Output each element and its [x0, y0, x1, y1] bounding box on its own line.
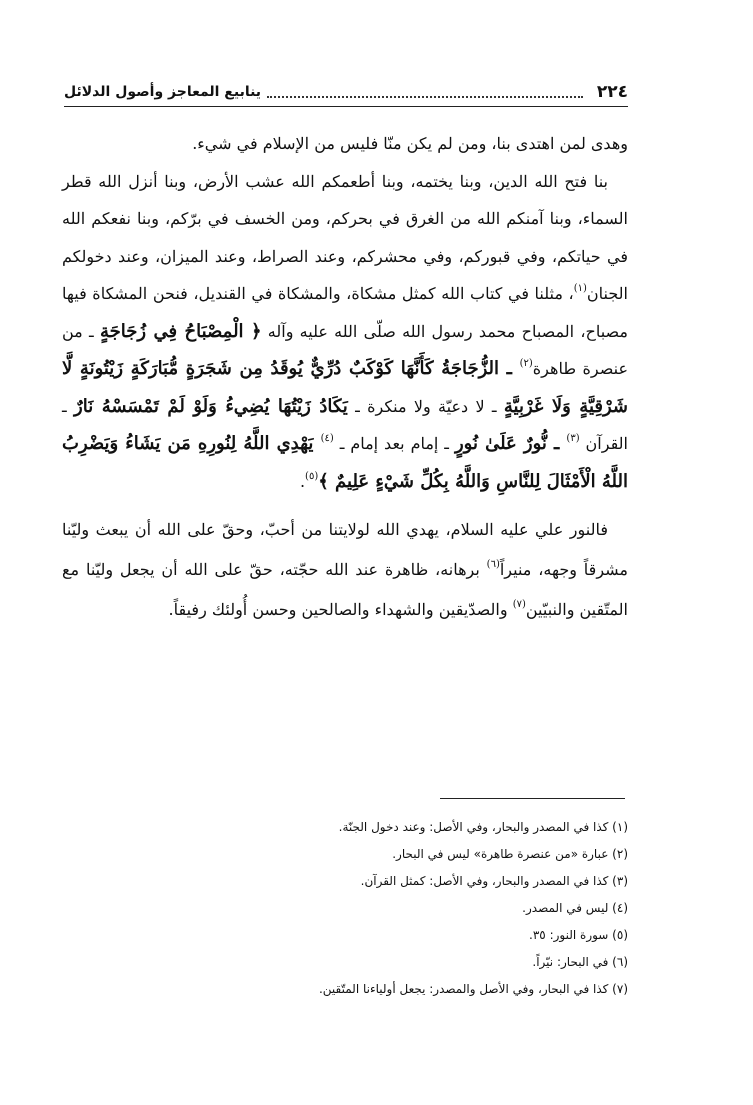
- page-number: ٢٢٤: [596, 82, 628, 102]
- footnote-ref-2: (٢): [519, 358, 533, 369]
- footnote-ref-7: (٧): [512, 599, 526, 610]
- footnote-ref-6: (٦): [486, 559, 500, 570]
- footnote-ref-5: (٥): [305, 470, 319, 482]
- header-dot-leader: [267, 86, 583, 98]
- gloss-1: ـ من عنصرة طاهرة: [62, 321, 628, 378]
- footnote-3: (٣) كذا في المصدر والبحار، وفي الأصل: كمثل القرآن.: [360, 874, 628, 888]
- footnote-separator: [440, 798, 625, 799]
- gloss-3: ـ القرآن: [62, 396, 628, 453]
- running-title: ينابيع المعاجز وأصول الدلائل: [64, 84, 262, 100]
- paragraph-2-text-a: بنا فتح الله الدين، وبنا يختمه، وبنا أطعمكم الله عشب الأرض، وبنا أنزل الله قطر السماء، وبنا آمنكم الله من الغرق في بحركم، ومن الخسف في برّكم، وبنا نفعكم الله في حياتكم، وفي قبوركم، وفي محشركم، وعند الصراط، وعند الميزان، وعند دخولكم الجنان: [62, 171, 628, 303]
- footnote-6: (٦) في البحار: نيّراً.: [532, 955, 628, 969]
- quran-verse-3: يَكَادُ زَيْتُهَا يُضِيءُ وَلَوْ لَمْ تَمْسَسْهُ نَارٌ: [74, 395, 348, 417]
- header-rule: [64, 106, 628, 107]
- footnotes: [62, 814, 628, 1003]
- paragraph-2-end: .: [299, 471, 306, 491]
- gloss-4: ـ إمام بعد إمام ـ: [333, 434, 455, 453]
- paragraph-1: وهدى لمن اهتدى بنا، ومن لم يكن منّا فليس من الإسلام في شيء.: [192, 134, 628, 153]
- paragraph-2-text-b: ، مثلنا في كتاب الله كمثل مشكاة، والمشكاة في القنديل، فنحن المشكاة فيها مصباح، المصباح محمد رسول الله صلّى الله عليه وآله: [62, 284, 629, 341]
- paragraph-3: [62, 510, 628, 630]
- footnote-2: (٢) عبارة «من عنصرة طاهرة» ليس في البحار.: [392, 847, 628, 861]
- quran-verse-4: ـ نُّورٌ عَلَىٰ نُورٍ: [454, 433, 567, 454]
- footnote-1: (١) كذا في المصدر والبحار، وفي الأصل: وعند دخول الجنّة.: [338, 820, 628, 834]
- quran-verse-1: ﴿ الْمِصْبَاحُ فِي زُجَاجَةٍ: [99, 320, 262, 342]
- running-header: [64, 78, 628, 106]
- footnote-5: (٥) سورة النور: ٣٥.: [529, 928, 628, 942]
- paragraph-3-text-a: فالنور علي عليه السلام، يهدي الله لولايتنا من أحبّ، وحقّ على الله أن يبعث وليّنا مشرقاً وجهه، منيراً: [62, 520, 628, 579]
- quran-verse-5: يَهْدِي اللَّهُ لِنُورِهِ مَن يَشَاءُ وَيَضْرِبُ اللَّهُ الْأَمْثَالَ لِلنَّاسِ وَاللَّهُ بِكُلِّ شَيْءٍ عَلِيمٌ ﴾: [62, 433, 628, 492]
- footnote-ref-1: (١): [573, 283, 587, 294]
- paragraph-3-text-c: والصدّيقين والشهداء والصالحين وحسن أُولئك رفيقاً.: [168, 600, 513, 619]
- paragraph-2: [62, 163, 628, 501]
- paragraph-3-text-b: برهانه، ظاهرة عند الله حجّته، حقّ على الله أن يجعل وليّنا مع المتّقين والنبيّين: [62, 560, 628, 619]
- main-text: [62, 125, 628, 630]
- footnote-4: (٤) ليس في المصدر.: [522, 901, 628, 915]
- footnote-ref-3: (٣): [566, 433, 580, 444]
- footnote-7: (٧) كذا في البحار، وفي الأصل والمصدر: يجعل أولياءنا المتّقين.: [318, 982, 628, 996]
- quran-verse-2: ـ الزُّجَاجَةُ كَأَنَّهَا كَوْكَبٌ دُرِّيٌّ يُوقَدُ مِن شَجَرَةٍ مُّبَارَكَةٍ زَيْتُونَةٍ لَّا شَرْقِيَّةٍ وَلَا غَرْبِيَّةٍ: [62, 358, 629, 417]
- gloss-2: ـ لا دعيّة ولا منكرة ـ: [347, 396, 504, 416]
- footnote-ref-4: (٤): [320, 433, 334, 444]
